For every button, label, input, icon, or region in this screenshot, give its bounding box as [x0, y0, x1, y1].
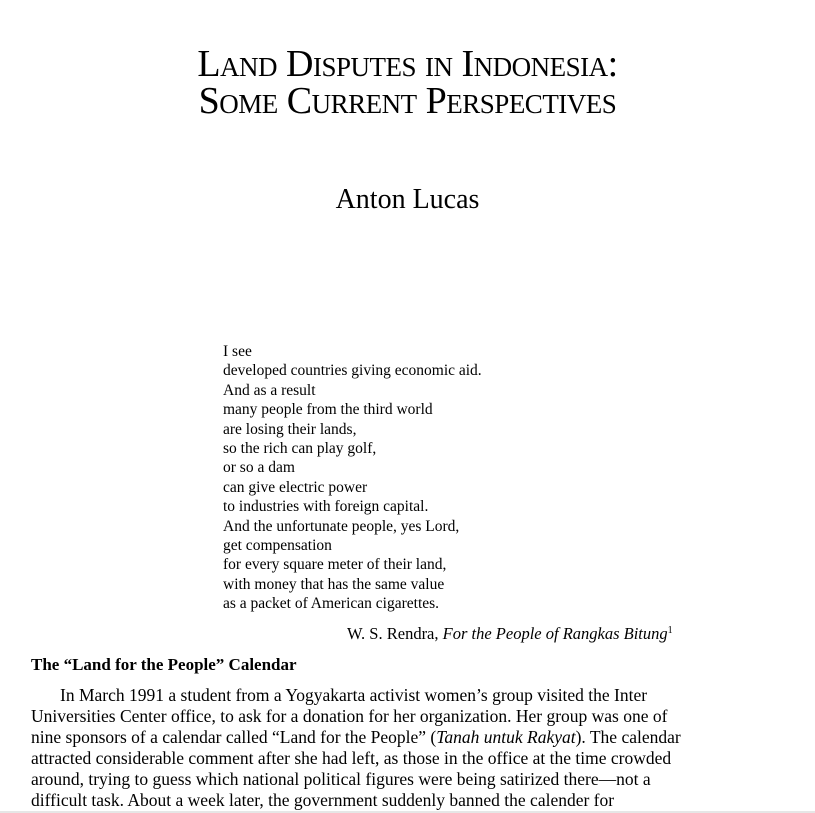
section-heading: The “Land for the People” Calendar: [31, 655, 297, 674]
poem-line: And as a result: [223, 381, 316, 399]
poem-line: developed countries giving economic aid.: [223, 362, 482, 380]
attribution-work-title: For the People of Rangkas Bitung: [442, 624, 668, 643]
paper-title-line-2: Some Current Perspectives: [198, 80, 617, 122]
paper-title-line-1: Land Disputes in Indonesia:: [197, 43, 618, 85]
paragraph-line: attracted considerable comment after she had left, as those in the office at the time crowded: [31, 748, 672, 768]
poem-line: for every square meter of their land,: [223, 556, 447, 574]
paragraph-text: ). The calendar: [575, 727, 681, 747]
poem-line: get compensation: [223, 537, 332, 555]
poem-line: with money that has the same value: [223, 575, 445, 593]
paragraph-line: around, trying to guess which national political figures were being satirized there—not a: [31, 769, 651, 789]
poem-line: or so a dam: [223, 459, 295, 477]
poem-line: are losing their lands,: [223, 420, 357, 438]
poem-line: so the rich can play golf,: [223, 440, 377, 458]
paragraph-line: Universities Center office, to ask for a donation for her organization. Her group was one of: [31, 706, 668, 726]
poem-line: many people from the third world: [223, 401, 433, 419]
footnote-marker[interactable]: 1: [667, 625, 673, 636]
paragraph-line: In March 1991 a student from a Yogyakarta activist women’s group visited the Inter: [60, 685, 648, 705]
paragraph-line: [31, 727, 771, 748]
attribution-author: W. S. Rendra,: [347, 624, 443, 643]
italic-term: Tanah untuk Rakyat: [436, 727, 576, 747]
paragraph-line: difficult task. About a week later, the government suddenly banned the calender for: [31, 790, 615, 810]
poem-line: And the unfortunate people, yes Lord,: [223, 517, 460, 535]
paragraph-text: nine sponsors of a calendar called “Land for the People” (: [31, 727, 437, 747]
poem-line: I see: [223, 343, 252, 360]
epigraph-poem: [223, 342, 623, 614]
author-name: Anton Lucas: [335, 184, 480, 215]
poem-line: as a packet of American cigarettes.: [223, 595, 440, 613]
poem-line: can give electric power: [223, 478, 368, 496]
body-paragraph: [31, 685, 771, 811]
poem-attribution: [347, 624, 673, 644]
poem-line: to industries with foreign capital.: [223, 498, 429, 516]
